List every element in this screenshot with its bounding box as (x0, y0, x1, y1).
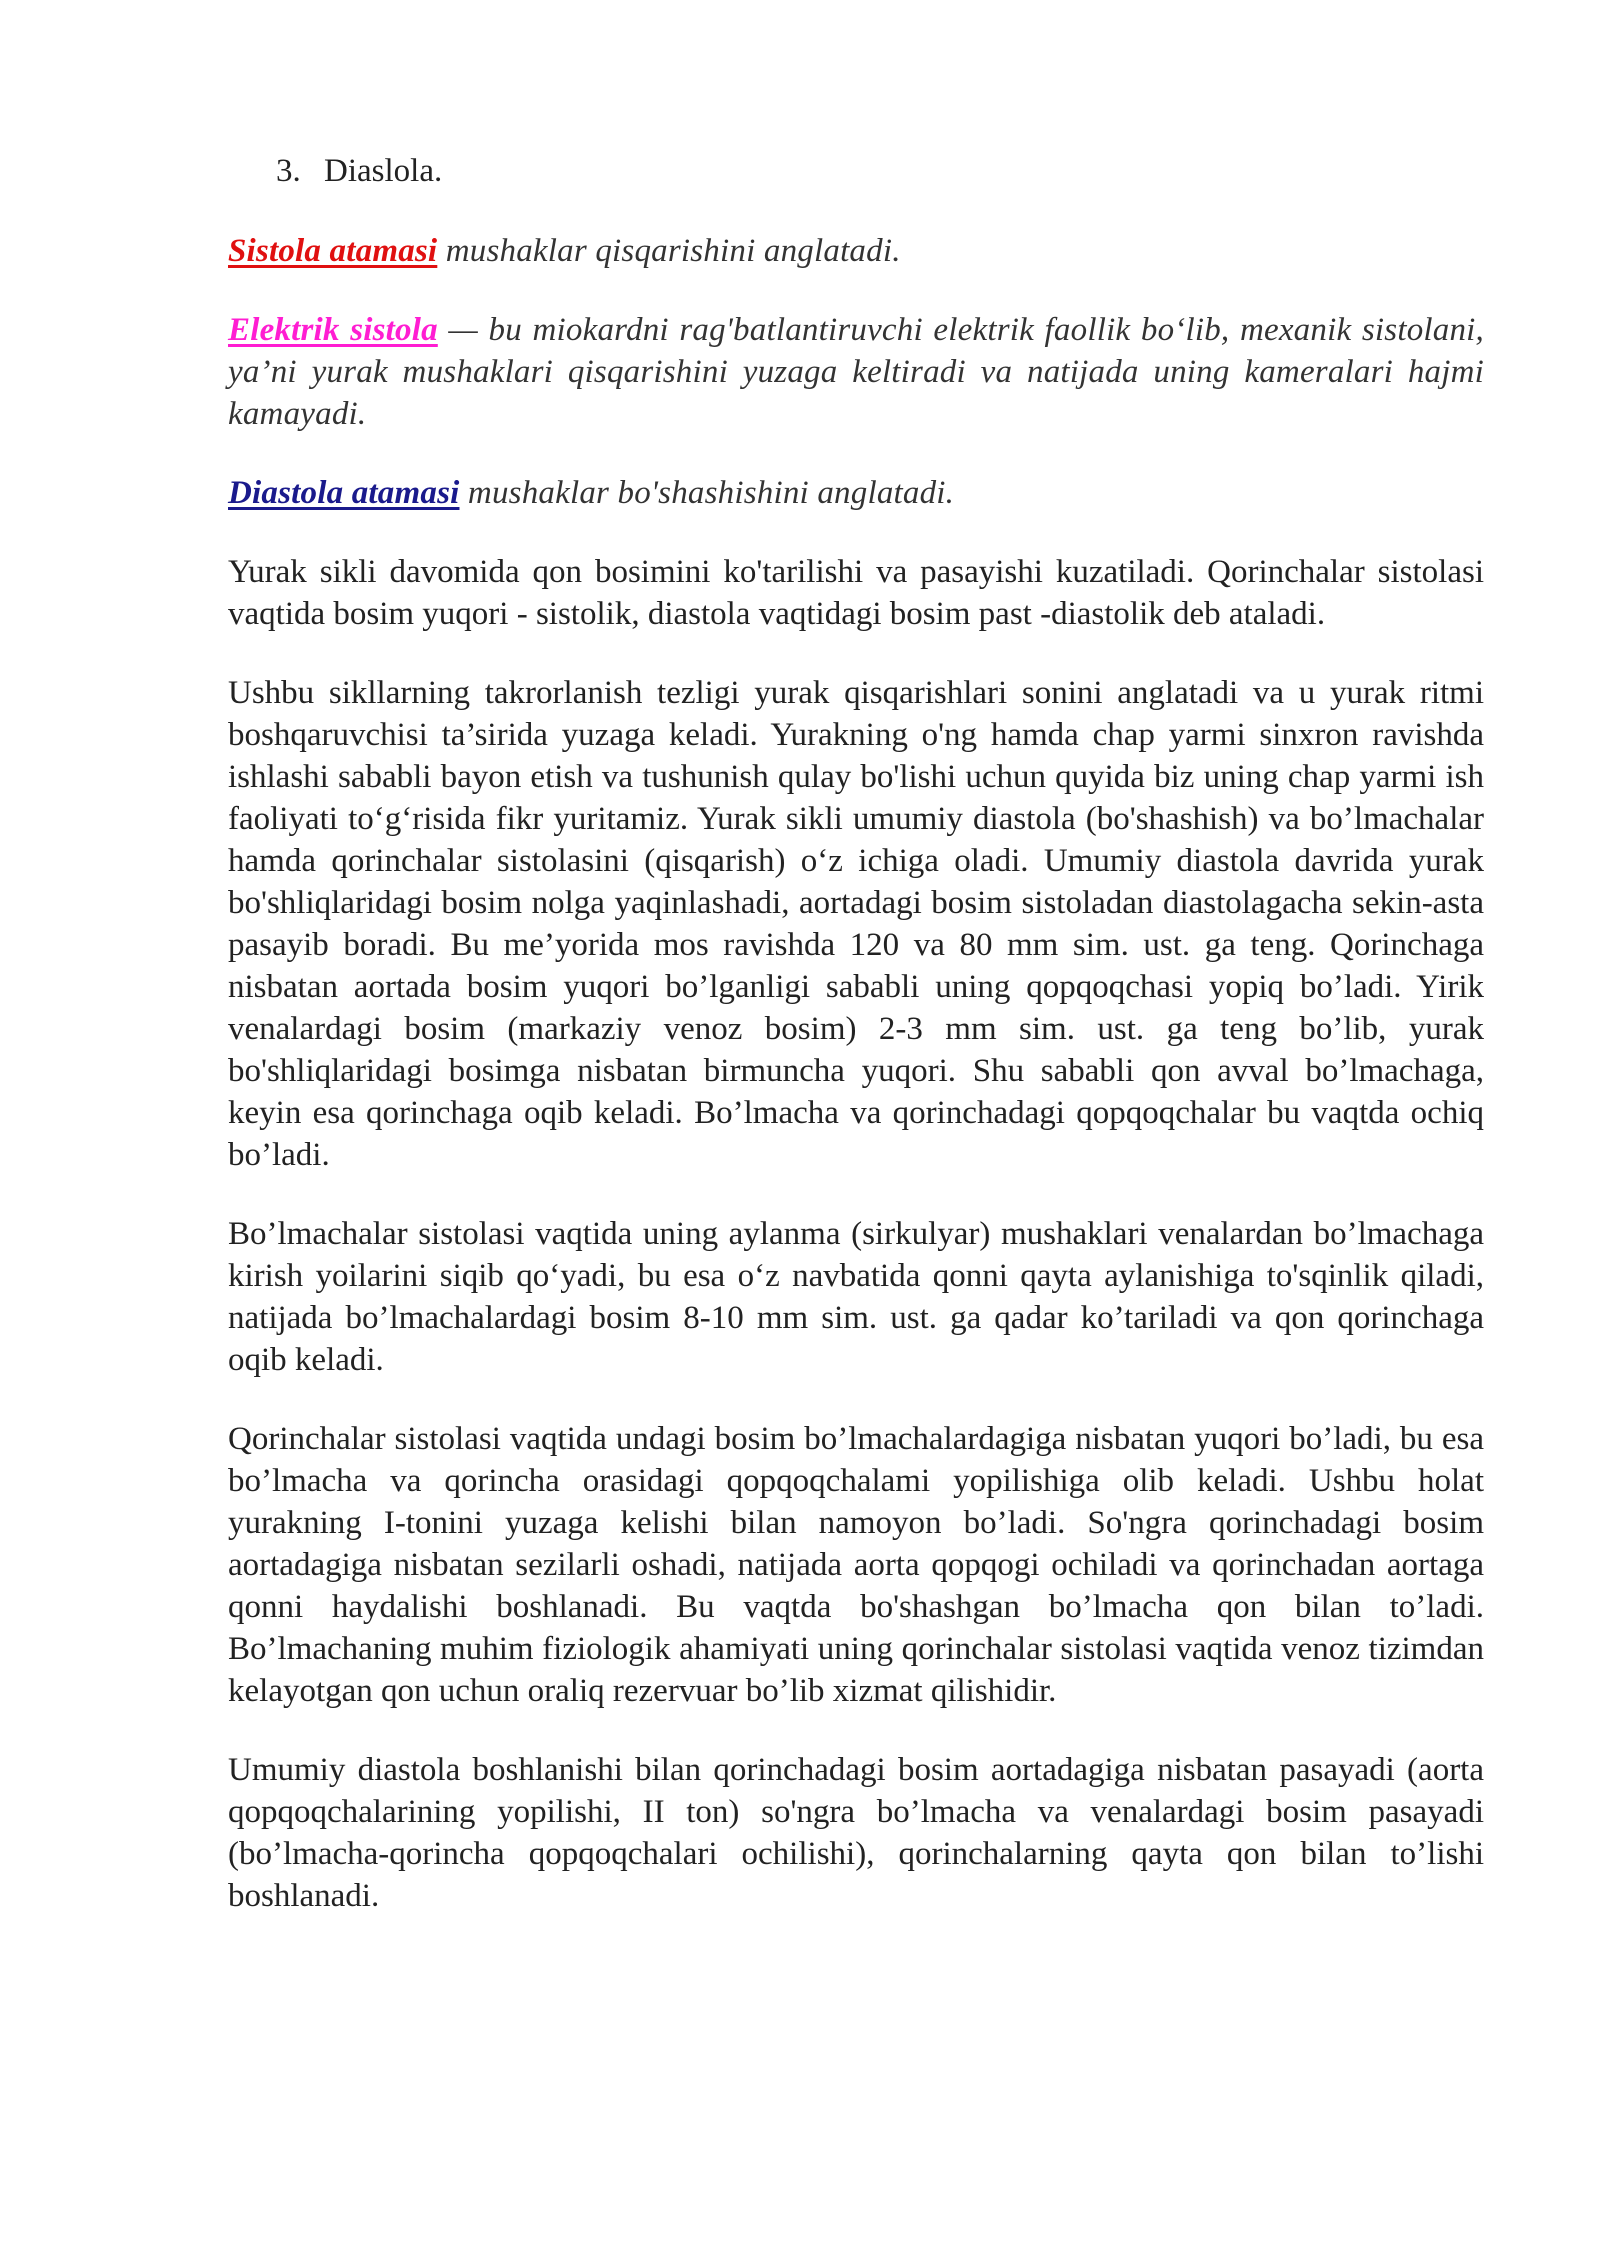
body-paragraph: Bo’lmachalar sistolasi vaqtida uning aylanma (sirkulyar) mushaklari venalardan bo’lmachaga kirish yoilarini siqib qo‘yadi, bu esa o‘z navbatida qonni qayta aylanishiga to'sqinlik qiladi, natijada bo’lmachalardagi bosim 8-10 mm sim. ust. ga qadar ko’tariladi va qon qorinchaga oqib keladi. (228, 1216, 1484, 1378)
definition-elektrik-sistola-text: — bu miokardni rag'batlantiruvchi elektrik faollik bo‘lib, mexanik sistolani, ya’ni yurak mushaklari qisqarishini yuzaga keltiradi va natijada uning kameralari hajmi kamayadi. (228, 312, 1484, 432)
body-paragraph: Yurak sikli davomida qon bosimini ko'tarilishi va pasayishi kuzatiladi. Qorinchalar sistolasi vaqtida bosim yuqori - sistolik, diastola vaqtidagi bosim past -diastolik deb ataladi. (228, 554, 1484, 632)
definition-elektrik-sistola (228, 309, 1484, 435)
definition-sistola (228, 230, 1484, 272)
term-elektrik-sistola: Elektrik sistola (228, 312, 438, 348)
numbered-list-item (276, 150, 1484, 192)
term-diastola-atamasi: Diastola atamasi (228, 475, 460, 511)
document-page (228, 150, 1484, 1954)
definition-diastola-text: mushaklar bo'shashishini anglatadi. (459, 475, 955, 511)
body-paragraph: Umumiy diastola boshlanishi bilan qorinchadagi bosim aortadagiga nisbatan pasayadi (aorta qopqoqchalarining yopilishi, II ton) so'ngra bo’lmacha va venalardagi bosim pasayadi (bo’lmacha-qorincha qopqoqchalari ochilishi), qorinchalarning qayta qon bilan to’lishi boshlanadi. (228, 1752, 1484, 1914)
list-item-text: Diaslola. (324, 153, 443, 189)
body-paragraph: Qorinchalar sistolasi vaqtida undagi bosim bo’lmachalardagiga nisbatan yuqori bo’ladi, bu esa bo’lmacha va qorincha orasidagi qopqoqchalami yopilishiga olib keladi. Ushbu holat yurakning I-tonini yuzaga kelishi bilan namoyon bo’ladi. So'ngra qorinchadagi bosim aortadagiga nisbatan sezilarli oshadi, natijada aorta qopqogi ochiladi va qorinchadan aortaga qonni haydalishi boshlanadi. Bu vaqtda bo'shashgan bo’lmacha qon bilan to’ladi. Bo’lmachaning muhim fiziologik ahamiyati uning qorinchalar sistolasi vaqtida venoz tizimdan kelayotgan qon uchun oraliq rezervuar bo’lib xizmat qilishidir. (228, 1421, 1484, 1709)
list-item-number: 3. (276, 153, 301, 189)
definition-diastola (228, 472, 1484, 514)
definition-sistola-text: mushaklar qisqarishini anglatadi. (437, 233, 901, 269)
body-paragraph: Ushbu sikllarning takrorlanish tezligi yurak qisqarishlari sonini anglatadi va u yurak ritmi boshqaruvchisi ta’sirida yuzaga keladi. Yurakning o'ng hamda chap yarmi sinxron ravishda ishlashi sababli bayon etish va tushunish qulay bo'lishi uchun quyida biz uning chap yarmi ish faoliyati to‘g‘risida fikr yuritamiz. Yurak sikli umumiy diastola (bo'shashish) va bo’lmachalar hamda qorinchalar sistolasini (qisqarish) o‘z ichiga oladi. Umumiy diastola davrida yurak bo'shliqlaridagi bosim nolga yaqinlashadi, aortadagi bosim sistoladan diastolagacha sekin-asta pasayib boradi. Bu me’yorida mos ravishda 120 va 80 mm sim. ust. ga teng. Qorinchaga nisbatan aortada bosim yuqori bo’lganligi sababli uning qopqoqchasi yopiq bo’ladi. Yirik venalardagi bosim (markaziy venoz bosim) 2-3 mm sim. ust. ga teng bo’lib, yurak bo'shliqlaridagi bosimga nisbatan birmuncha yuqori. Shu sababli qon avval bo’lmachaga, keyin esa qorinchaga oqib keladi. Bo’lmacha va qorinchadagi qopqoqchalar bu vaqtda ochiq bo’ladi. (228, 675, 1484, 1173)
term-sistola-atamasi: Sistola atamasi (228, 233, 438, 269)
